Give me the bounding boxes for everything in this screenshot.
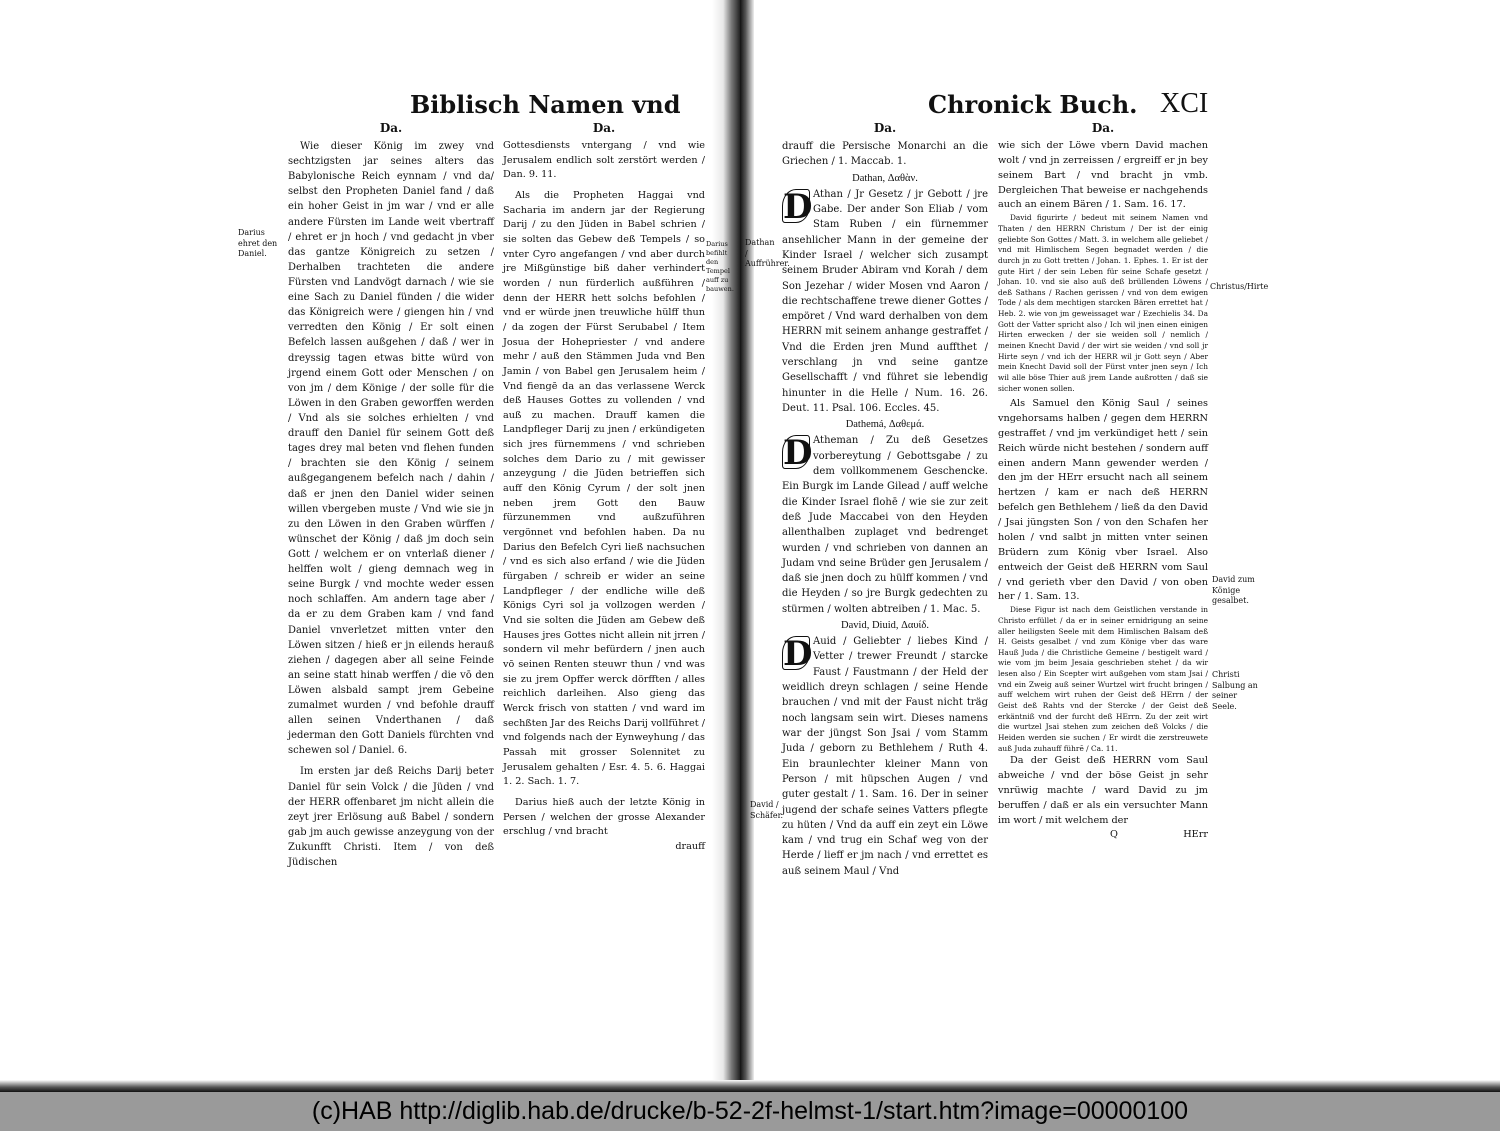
copyright-caption: (c)HAB http://diglib.hab.de/drucke/b-52-2f-helmst-1/start.htm?image=00000100 bbox=[311, 1097, 1189, 1125]
entry-text: Athan / Jr Gesetz / jr Gebott / jre Gabe. Der ander Son Eliab / vom Stam Ruben / ein fürnemmer ansehlicher Mann in der gemeine der Kinder Israel / welcher sich zusampt seinem Bruder Abiram vnd Korah / dem Son Jezehar / wider Mosen vnd Aaron / die rechtschaffene trewe diener Gottes / empöret / Vnd ward derhalben von dem HERRN mit seinem anhange gestraffet / Vnd die Erden jren Mund auffthet / verschlang jn vnd seine gantze Gesellschafft / vnd führet sie lebendig hinunter in die Helle / Num. 16. 26. Deut. 11. Psal. 106. Eccles. 45. bbox=[782, 188, 988, 414]
right-column-1 bbox=[782, 120, 988, 880]
folio-number: XCI bbox=[1160, 88, 1209, 119]
book-gutter-edge bbox=[740, 0, 754, 1092]
column-header: Da. bbox=[1091, 121, 1115, 135]
column-header: Da. bbox=[592, 121, 616, 135]
commentary-note: Diese Figur ist nach dem Geistlichen verstande in Christo erfüllet / da er in seiner ernidrigung an seine aller heiligsten Seele mit dem Himlischen Balsam deß H. Geists gesalbet / vnd zum Könige vber das ware Hauß Juda / die Christliche Gemeine / bestigelt ward / wie vom jm beim Jesaia geschrieben stehet / da wir lesen also / Ein Scepter wirt außgehen vom stam Jsai / vnd ein Zweig auß seiner Wurtzel wirt frucht bringen / auff welchem wirt ruhen der Geist deß HErrn / der Geist deß Rahts vnd der Stercke / der Geist deß erkäntniß vnd der furcht deß HErrn. Zu der zeit wirt die wurtzel Jsai stehen zum zeichen deß Volcks / die Heiden werden sie suchen / Er wirdt die zerstreuwete auß Juda zuhauff führē / Ca. 11. bbox=[998, 605, 1208, 753]
commentary-note: David figurirte / bedeut mit seinem Namen vnd Thaten / den HERRN Christum / Der ist der einig geliebte Son Gottes / Matt. 3. in welchem alle geliebet / vnd mit Himlischem Segen begnadet werden / die durch jn zu Gott tretten / Johan. 1. Ephes. 1. Er ist der gute Hirt / der sein Leben für seine Schafe gesetzt / Johan. 10. vnd sie also auß deß brüllenden Löwens / deß Sathans / Rachen gerissen / vnd von dem ewigen Tode / als dem mechtigen starcken Bären errettet hat / Heb. 2. wie von jm geweissaget war / Ezechielis 34. Da Gott der Vatter spricht also / Ich wil jnen einen einigen Hirten erwecken / der sie weiden soll / nemlich / meinen Knecht David / der wirt sie weiden / vnd soll jr Hirte seyn / vnd ich der HERR wil jr Gott seyn / Aber mein Knecht David soll der Fürst vnter jnen seyn / Ich wil alle böse Thier auß jrem Lande außrotten / daß sie sicher wonen sollen. bbox=[998, 213, 1208, 393]
left-side-note-tempel: Darius befihlt den Tempel auff zu bauwen. bbox=[706, 240, 734, 293]
dictionary-entry bbox=[782, 187, 988, 417]
catchword: drauff bbox=[675, 840, 705, 852]
right-side-note-gesalbet: David zum Könige gesalbet. bbox=[1212, 575, 1255, 605]
right-side-note-salbung: Christi Salbung an seiner Seele. bbox=[1212, 670, 1258, 711]
decorated-initial: D bbox=[783, 433, 813, 474]
left-side-note-darius: Darius ehret den Daniel. bbox=[238, 228, 278, 258]
paragraph: Als Samuel den König Saul / seines vngehorsams halben / gegen dem HERRN gestraffet / vnd jm verkündiget hett / sein Reich würde nicht bestehen / sondern auff einen andern Mann gewender werden / den jm der HErr ersucht nach all seinem hertzen / kam er nach deß HERRN befelch gen Bethlehem / ließ da den David / Jsai jüngsten Son / von den Schafen her holen / vnd salbt jn mitten vnter seinen Brüdern zum König vber Israel. Also entweich der Geist deß HERRN vom Saul / vnd gerieth vber den David / von oben her / 1. Sam. 13. bbox=[998, 398, 1208, 603]
paragraph: drauff die Persische Monarchi an die Griechen / 1. Maccab. 1. bbox=[782, 141, 988, 168]
scan-bottom-edge bbox=[0, 1080, 1500, 1092]
dictionary-entry bbox=[782, 634, 988, 879]
decorated-initial: D bbox=[783, 634, 813, 675]
entry-name: David, Diuid, Δαυίδ. bbox=[841, 620, 929, 632]
paragraph: Als die Propheten Haggai vnd Sacharia im andern jar der Regierung Darij / zu den Jüden in Babel schrien / sie solten das Gebew deß Tempels / so vnter Cyro angefangen / vnd aber durch jre Mißgünstige biß daher verhindert worden / nun fürderlich außführen / denn der HERR hett solchs befohlen / vnd er würde jnen treuwliche hülff thun / da zogen der Fürst Serubabel / Item Josua der Hohepriester / vnd andere mehr / auß den Stämmen Juda vnd Ben Jamin / von Babel gen Jerusalem heim / Vnd fiengē da an das verlassene Werck deß Hauses Gottes zu vollenden / vnd auß zu machen. Drauff kamen die Landpfleger Darij zu jnen / erkündigeten sich jres fürnemmens / vnd schrieben solches dem Dario zu / mit gewisser anzeygung / die Jüden betrieffen sich auff den König Cyrum / der solt jnen neben jrem Gott den Bauw fürzunemmen vnd außzuführen vergönnet vnd befohlen haben. Da nu Darius den Befelch Cyri ließ nachsuchen / vnd es sich also erfand / wie die Jüden fürgaben / schreib er wider an seine Landpfleger / der endliche wille deß Königs Cyri sol ja vollzogen werden / Vnd sie solten die Jüden am Gebew deß Hauses jres Gottes nicht allein nit jrren / sondern vil mehr befürdern / jnen auch vō seinen Renten steuwr thun / vnd was sie zu jrem Opffer werck dörfften / alles reichlich darleihen. Also gieng das Werck frisch von statten / vnd ward im sechßten Jar des Reichs Darij vollführet / vnd folgends nach der Eynweyhung / das Passah mit grosser Solennitet zu Jerusalem gehalten / Esr. 4. 5. 6. Haggai 1. 2. Sach. 1. 7. bbox=[503, 189, 705, 788]
right-side-note-dathan: Dathan / Auffrührer. bbox=[745, 238, 790, 268]
right-side-note-david: David / Schäfer. bbox=[750, 800, 784, 820]
book-gutter-shadow bbox=[712, 0, 740, 1092]
page-footer-line bbox=[998, 828, 1208, 846]
signature-mark: Q bbox=[1110, 829, 1118, 841]
caption-bar bbox=[0, 1092, 1500, 1131]
paragraph: Darius hieß auch der letzte König in Persen / welchen der grosse Alexander erschlug / vnd bracht bbox=[503, 796, 705, 838]
left-column-1 bbox=[288, 120, 494, 880]
entry-name: Dathemá, Δαθεμά. bbox=[845, 419, 925, 431]
entry-text: Atheman / Zu deß Gesetzes vorbereytung / Gebottsgabe / zu dem vollkommenem Geschencke. Ein Burgk im Lande Gilead / auff welche die Kinder Israel flohē / wie sie zur zeit deß Jude Maccabei von den Heyden allenthalben zuplaget vnd bedrenget wurden / vnd schrieben von dannen an Judam vnd seine Brüder gen Jerusalem / daß sie jnen doch zu hülff kommen / vnd die Heyden / so jre Burgk gedechten zu stürmen / wolten abtreiben / 1. Mac. 5. bbox=[782, 435, 988, 615]
paragraph: wie sich der Löwe vbern David machen wolt / vnd jn zerreissen / ergreiff er jn bey seinem Bart / vnd bracht jn vmb. Dergleichen That beweise er nachgehends auch an einem Bären / 1. Sam. 16. 17. bbox=[998, 140, 1208, 211]
paragraph: Wie dieser König im zwey vnd sechtzigsten jar seines alters das Babylonische Reich eynnam / vnd da/ selbst den Propheten Daniel fand / daß ein hoher Geist in jm war / vnd er alle andere Fürsten im Lande weit vbertraff / ehret er jn hoch / vnd gedacht jn vber das gantze Königreich zu setzen / Derhalben trachteten die andere Fürsten vnd Landvögt darnach / wie sie eine Sach zu Daniel fünden / die wider das Königreich were / giengen hin / vnd verredten den König / Er solt einen Befelch lassen außgehen / daß / wer in dreyssig tagen etwas bitte würd von jrgend einem Gott oder Menschen / on von jm / dem Könige / der solle für die Löwen in den Graben geworffen werden / Vnd als sie solches erhielten / vnd drauff den Daniel für seinem Gott deß tages drey mal beten vnd flehen funden / brachten sie den König / seinem außgegangenem befelch nach / dahin / daß er jnen den Daniel wider seinen willen vbergeben muste / Vnd wie sie jn zu den Löwen in den Graben würffen / wünschet der König / daß jm doch sein Gott / welchem er on vnterlaß diener / helffen wolt / gieng demnach weg in seine Burgk / vnd mochte weder essen noch schlaffen. Am andern tage aber / da er zu dem Graben kam / vnd fand Daniel vnverletzet mitten vnter den Löwen sitzen / hieß er jn eilends herauß ziehen / dagegen aber all seine Feinde an seine statt hinab werffen / die vō den Löwen alsbald sampt jrem Gebeine zumalmet wurden / vnd befohle drauff allen seinen Vnderthanen / daß jederman den Gott Daniels fürchten vnd schewen sol / Daniel. 6. bbox=[288, 141, 494, 757]
decorated-initial: D bbox=[783, 186, 813, 227]
column-header: Da. bbox=[873, 121, 897, 135]
paragraph: Gottesdiensts vntergang / vnd wie Jerusalem endlich solt zerstört werden / Dan. 9. 11. bbox=[503, 140, 705, 181]
right-column-2 bbox=[998, 120, 1208, 890]
dictionary-entry bbox=[782, 433, 988, 617]
right-side-note-christus: Christus/Hirte bbox=[1210, 282, 1269, 291]
entry-name: Dathan, Δαθὰν. bbox=[852, 172, 918, 184]
right-running-head: Chronick Buch. bbox=[928, 90, 1138, 119]
catchword: HErr bbox=[1183, 829, 1208, 841]
entry-text: Auid / Geliebter / liebes Kind / Vetter / trewer Freundt / starcke Faust / Faustmann / der Held der weidlich dreyn schlagen / seine Hende brauchen / vnd mit der Faust nicht träg noch langsam sein wirt. Dieses namens war der jüngst Son Jsai / vom Stamm Juda / geborn zu Bethlehem / Ruth 4. Ein braunlechter kleiner Mann von Person / mit hüpschen Augen / vnd guter gestalt / 1. Sam. 16. Der in seiner jugend der schafe seines Vatters pflegte zu hüten / Vnd da auff ein zeyt ein Löwe kam / vnd trug ein Schaf weg von der Herde / lieff er jm nach / vnd errettet es auß seinem Maul / Vnd bbox=[782, 636, 988, 877]
paragraph: Da der Geist deß HERRN vom Saul abweiche / vnd der böse Geist jn sehr vnrüwig machte / ward David zu jm beruffen / daß er als ein versuchter Mann im wort / mit welchem der bbox=[998, 755, 1208, 826]
left-column-2 bbox=[503, 120, 705, 890]
left-running-head: Biblisch Namen vnd bbox=[410, 90, 681, 119]
column-header: Da. bbox=[379, 121, 403, 135]
paragraph: Im ersten jar deß Reichs Darij beteт Daniel für sein Volck / die Jüden / vnd der HERR offenbaret jm nicht allein die zeyt jrer Erlösung auß Babel / sondern gab jm auch gewisse anzeygung von der Zukunfft Christi. Item / von deß Jüdischen bbox=[288, 766, 494, 869]
